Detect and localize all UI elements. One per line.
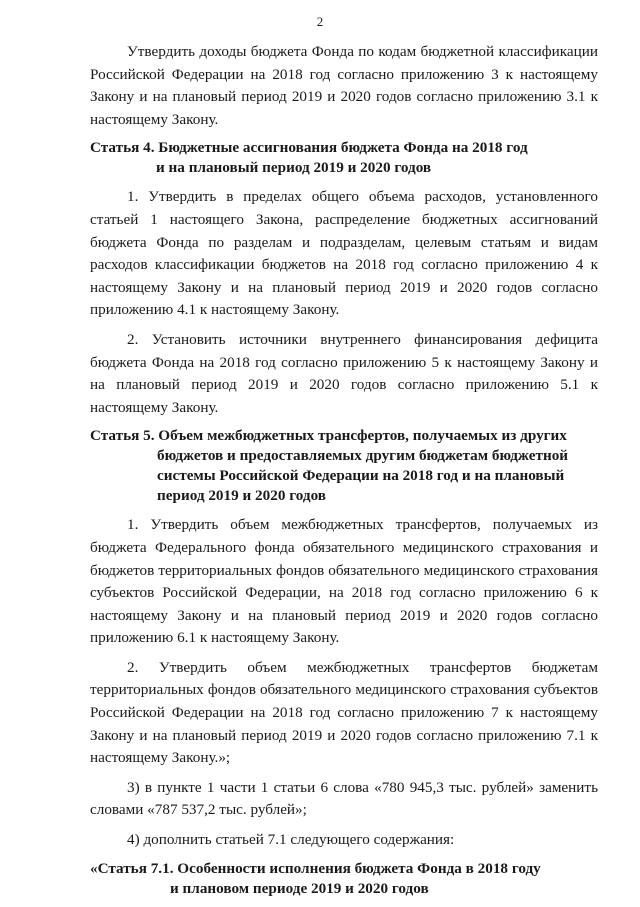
article-4-heading-line2: и на плановый период 2019 и 2020 годов bbox=[156, 159, 432, 177]
article-5-item-1: 1. Утвердить объем межбюджетных трансфертов, получаемых из бюджета Федерального фонда обязательного медицинского страхования и бюджетов территориальных фондов обязательного медицинского страхования субъектов Российской Федерации, на 2018 год согласно приложению 6 к настоящему Закону и на плановый период 2019 и 2020 годов согласно приложению 6.1 к настоящему Закону. bbox=[90, 516, 598, 647]
article-5-heading-line2: бюджетов и предоставляемых другим бюджетам бюджетной bbox=[157, 447, 569, 465]
article-4-heading-line1: Статья 4. Бюджетные ассигнования бюджета Фонда на 2018 год bbox=[90, 139, 528, 157]
article-4-heading bbox=[90, 138, 598, 178]
document-body bbox=[90, 41, 598, 907]
article-5-heading-line4: период 2019 и 2020 годов bbox=[157, 487, 326, 505]
paragraph-revenues: Утвердить доходы бюджета Фонда по кодам бюджетной классификации Российской Федерации на 2018 год согласно приложению 3 к настоящему Закону и на плановый период 2019 и 2020 годов согласно приложению 3.1 к настоящему Закону. bbox=[90, 43, 598, 128]
article-7-1-heading-line1: «Статья 7.1. Особенности исполнения бюджета Фонда в 2018 году bbox=[90, 859, 541, 877]
article-4-item-1: 1. Утвердить в пределах общего объема расходов, установленного статьей 1 настоящего Закона, распределение бюджетных ассигнований бюджета Фонда по разделам и подразделам, целевым статьям и видам расходов классификации бюджетов на 2018 год согласно приложению 4 к настоящему Закону и на плановый период 2019 и 2020 годов согласно приложению 4.1 к настоящему Закону. bbox=[90, 188, 598, 319]
amendment-item-4: 4) дополнить статьей 7.1 следующего содержания: bbox=[127, 831, 455, 849]
page-number: 2 bbox=[316, 14, 324, 29]
article-5-heading-line3: системы Российской Федерации на 2018 год и на плановый bbox=[157, 467, 565, 485]
article-4-item-2: 2. Установить источники внутреннего финансирования дефицита бюджета Фонда на 2018 год согласно приложению 5 к настоящему Закону и на плановый период 2019 и 2020 годов согласно приложению 5.1 к настоящему Закону. bbox=[90, 330, 598, 416]
article-5-item-2: 2. Утвердить объем межбюджетных трансфертов бюджетам территориальных фондов обязательного медицинского страхования субъектов Российской Федерации на 2018 год согласно приложению 7 к настоящему Закону и на плановый период 2019 и 2020 годов согласно приложению 7.1 к настоящему Закону.»; bbox=[90, 658, 598, 767]
amendment-item-3: 3) в пункте 1 части 1 статьи 6 слова «780 945,3 тыс. рублей» заменить словами «787 537,2 тыс. рублей»; bbox=[90, 778, 598, 819]
article-5-heading bbox=[90, 426, 598, 506]
article-7-1-heading-line2: и плановом периоде 2019 и 2020 годов bbox=[170, 879, 429, 897]
article-7-1-heading bbox=[90, 859, 598, 899]
article-5-heading-line1: Статья 5. Объем межбюджетных трансфертов, получаемых из других bbox=[90, 427, 567, 445]
